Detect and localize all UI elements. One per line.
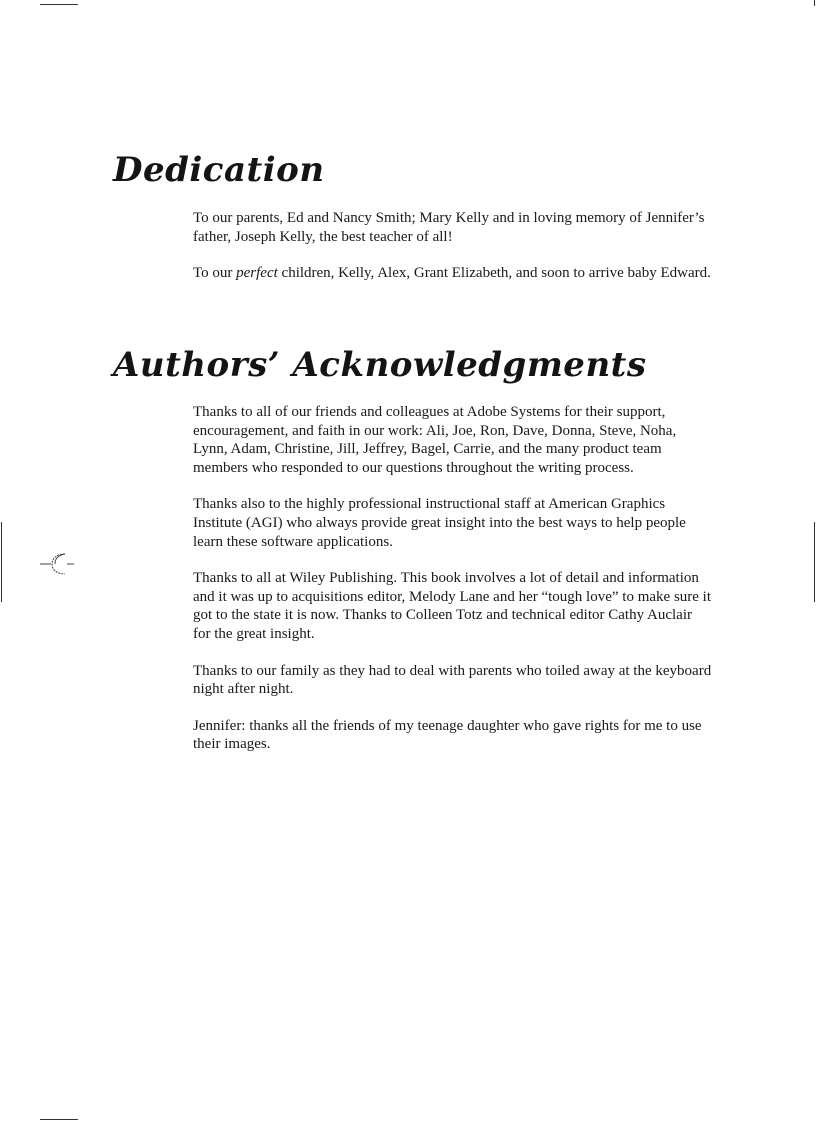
acknowledgments-heading: Authors’ Acknowledgments bbox=[113, 345, 647, 385]
acknowledgment-paragraph: Thanks also to the highly professional instructional staff at American Graphics Institute (AGI) who always provide great insight into the best ways to help people learn these software applications. bbox=[193, 496, 686, 550]
crop-mark-top-left bbox=[40, 4, 78, 5]
dedication-paragraph: To our parents, Ed and Nancy Smith; Mary Kelly and in loving memory of Jennifer’s father, Joseph Kelly, the best teacher of all! bbox=[193, 210, 705, 245]
acknowledgments-body bbox=[193, 403, 713, 772]
dedication-text: To our bbox=[193, 265, 237, 282]
acknowledgment-paragraph: Thanks to all at Wiley Publishing. This book involves a lot of detail and information and it was up to acquisitions editor, Melody Lane and her “tough love” to make sure it got to the state it is now. Thanks to Colleen Totz and technical editor Cathy Auclair for the great insight. bbox=[193, 570, 712, 642]
crop-mark-top-right bbox=[814, 0, 815, 6]
crop-mark-left-middle bbox=[1, 522, 2, 602]
registration-mark-icon bbox=[38, 548, 78, 578]
dedication-heading: Dedication bbox=[113, 150, 325, 190]
dedication-emphasis: perfect bbox=[236, 265, 278, 282]
dedication-paragraph bbox=[193, 264, 713, 283]
crop-mark-right-middle bbox=[814, 522, 815, 602]
acknowledgment-paragraph: Thanks to our family as they had to deal with parents who toiled away at the keyboard night after night. bbox=[193, 662, 712, 698]
acknowledgment-paragraph: Jennifer: thanks all the friends of my teenage daughter who gave rights for me to use their images. bbox=[193, 717, 702, 753]
acknowledgment-paragraph: Thanks to all of our friends and colleagues at Adobe Systems for their support, encouragement, and faith in our work: Ali, Joe, Ron, Dave, Donna, Steve, Noha, Lynn, Adam, Christine, Jill, Jeffrey, Bagel, Carrie, and the many product team members who responded to our questions throughout the writing process. bbox=[193, 404, 677, 476]
dedication-text: children, Kelly, Alex, Grant Elizabeth, and soon to arrive baby Edward. bbox=[277, 265, 711, 282]
crop-mark-bottom-left bbox=[40, 1119, 78, 1120]
dedication-body bbox=[193, 209, 713, 301]
